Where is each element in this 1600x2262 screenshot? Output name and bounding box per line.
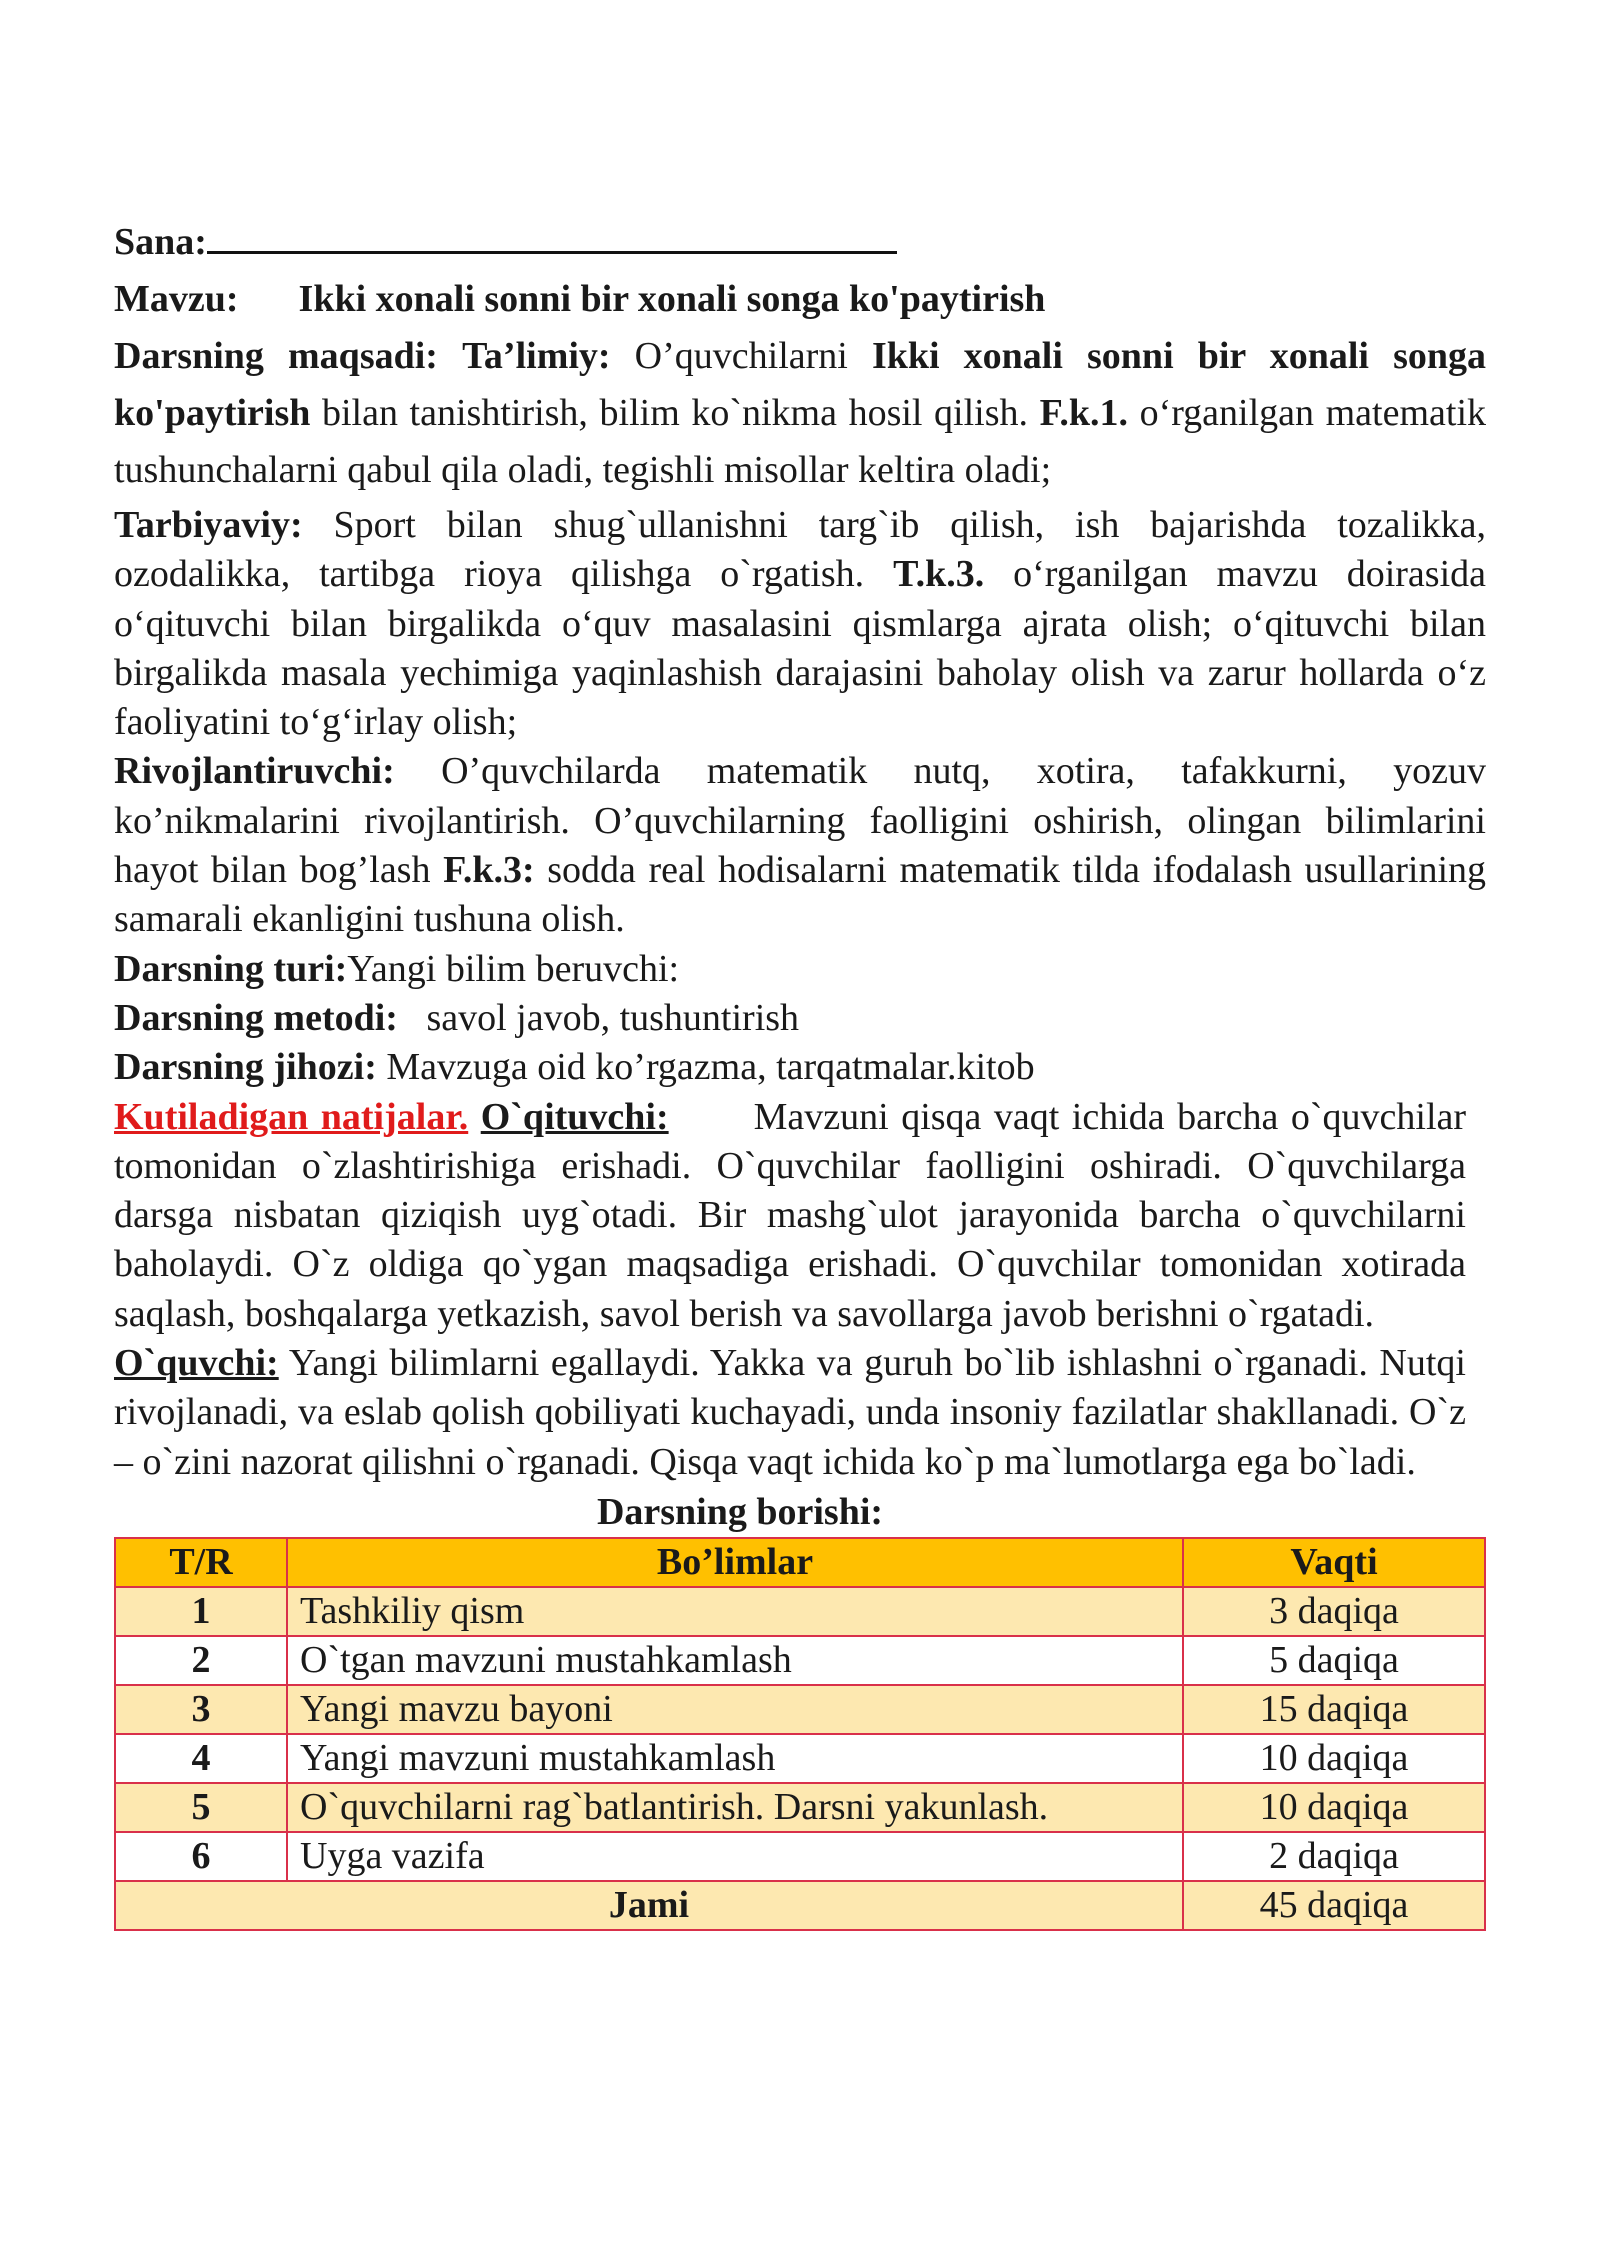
row-time: 3 daqiqa	[1183, 1587, 1485, 1636]
header-tr: T/R	[115, 1538, 287, 1587]
row-section: Yangi mavzu bayoni	[287, 1685, 1183, 1734]
sana-label: Sana:	[114, 221, 207, 263]
maqsad-text-3: o‘rganilgan matematik tushunchalarni qabul qila oladi, tegishli misollar keltira oladi;	[114, 392, 1487, 491]
oqituvchi-text: Mavzuni qisqa vaqt ichida barcha o`quvchilar tomonidan o`zlashtirishiga erishadi. O`quvchilar faolligini oshiradi. O`quvchilarga darsga nisbatan qiziqish uyg`otadi. Bir mashg`ulot jarayonida barcha o`quvchilarni baholaydi. O`z oldiga qo`ygan maqsadiga erishadi. O`quvchilar tomonidan xotirada saqlash, boshqalarga yetkazish, savol berish va savollarga javob berishni o`rgatadi.	[114, 1095, 1467, 1335]
rivojlantiruvchi-label: Rivojlantiruvchi:	[114, 750, 395, 793]
table-row	[115, 1685, 1485, 1734]
table-row	[115, 1832, 1485, 1881]
maqsad-topic-bold: Ikki xonali sonni bir xonali songa ko'paytirish	[114, 335, 1486, 434]
row-time: 5 daqiqa	[1183, 1636, 1485, 1685]
row-number: 5	[115, 1783, 287, 1832]
turi-label: Darsning turi:	[114, 947, 348, 990]
metodi-value: savol javob, tushuntirish	[426, 996, 800, 1039]
fk3-label: F.k.3:	[443, 849, 535, 892]
row-section: O`quvchilarni rag`batlantirish. Darsni yakunlash.	[287, 1783, 1183, 1832]
row-time: 10 daqiqa	[1183, 1734, 1485, 1783]
jihozi-line	[114, 1043, 1486, 1092]
row-time: 10 daqiqa	[1183, 1783, 1485, 1832]
row-section: Uyga vazifa	[287, 1832, 1183, 1881]
table-row	[115, 1783, 1485, 1832]
metodi-line	[114, 994, 1486, 1043]
total-value: 45 daqiqa	[1183, 1881, 1485, 1930]
table-title: Darsning borishi:	[596, 1490, 884, 1533]
row-section: O`tgan mavzuni mustahkamlash	[287, 1636, 1183, 1685]
row-number: 6	[115, 1832, 287, 1881]
tarbiyaviy-text-2: o‘rganilgan mavzu doirasida o‘qituvchi bilan birgalikda o‘quv masalasini qismlarga ajrata olish; o‘qituvchi bilan birgalikda masala yechimiga yaqinlashish darajasini baholay olish va zarur hollarda o‘z faoliyatini to‘g‘irlay olish;	[114, 553, 1487, 744]
date-line	[114, 214, 1486, 271]
header-bolimlar: Bo’limlar	[287, 1538, 1183, 1587]
turi-value: Yangi bilim beruvchi:	[347, 947, 680, 990]
table-row	[115, 1734, 1485, 1783]
fk1-label: F.k.1.	[1039, 392, 1128, 434]
rivojlantiruvchi-text-2: sodda real hodisalarni matematik tilda ifodalash usullarining samarali ekanligini tushuna olish.	[114, 849, 1487, 941]
tarbiyaviy-paragraph	[114, 501, 1486, 747]
row-time: 15 daqiqa	[1183, 1685, 1485, 1734]
maqsad-text-2: bilan tanishtirish, bilim ko`nikma hosil qilish.	[321, 392, 1029, 434]
table-row	[115, 1636, 1485, 1685]
oquvchi-paragraph	[114, 1339, 1466, 1487]
turi-line	[114, 945, 1486, 994]
row-number: 2	[115, 1636, 287, 1685]
talimiy-label: Ta’limiy:	[462, 335, 611, 377]
date-blank	[207, 221, 897, 254]
natijalar-label: Kutiladigan natijalar.	[114, 1095, 469, 1138]
maqsad-label: Darsning maqsadi:	[114, 335, 438, 377]
tarbiyaviy-text-1: Sport bilan shug`ullanishni targ`ib qilish, ish bajarishda tozalikka, ozodalikka, tartibga rioya qilishga o`rgatish.	[114, 504, 1486, 596]
natijalar-paragraph	[114, 1093, 1466, 1339]
oqituvchi-label: O`qituvchi:	[480, 1095, 669, 1138]
metodi-label: Darsning metodi:	[114, 996, 398, 1039]
maqsad-text-1: O’quvchilarni	[634, 335, 848, 377]
row-number: 1	[115, 1587, 287, 1636]
tarbiyaviy-label: Tarbiyaviy:	[114, 504, 303, 546]
table-row	[115, 1587, 1485, 1636]
table-total-row	[115, 1881, 1485, 1930]
total-label: Jami	[115, 1881, 1183, 1930]
row-section: Tashkiliy qism	[287, 1587, 1183, 1636]
rivojlantiruvchi-text-1: O’quvchilarda matematik nutq, xotira, tafakkurni, yozuv ko’nikmalarini rivojlantirish. O’quvchilarning faolligini oshirish, olingan bilimlarini hayot bilan bog’lash	[114, 750, 1486, 892]
mavzu-label: Mavzu:	[114, 278, 239, 320]
rivojlantiruvchi-paragraph	[114, 747, 1486, 944]
document-page	[114, 214, 1486, 1931]
header-vaqti: Vaqti	[1183, 1538, 1485, 1587]
tk3-label: T.k.3.	[893, 553, 985, 596]
lesson-plan-table	[114, 1537, 1486, 1931]
oquvchi-text: Yangi bilimlarni egallaydi. Yakka va guruh bo`lib ishlashni o`rganadi. Nutqi rivojlanadi, va eslab qolish qobiliyati kuchayadi, unda insoniy fazilatlar shakllanadi. O`z – o`zini nazorat qilishni o`rganadi. Qisqa vaqt ichida ko`p ma`lumotlarga ega bo`ladi.	[114, 1342, 1466, 1483]
row-number: 4	[115, 1734, 287, 1783]
jihozi-value: Mavzuga oid ko’rgazma, tarqatmalar.kitob	[386, 1046, 1035, 1089]
row-section: Yangi mavzuni mustahkamlash	[287, 1734, 1183, 1783]
row-time: 2 daqiqa	[1183, 1832, 1485, 1881]
mavzu-value: Ikki xonali sonni bir xonali songa ko'paytirish	[298, 278, 1046, 320]
maqsad-paragraph	[114, 328, 1486, 499]
oquvchi-label: O`quvchi:	[114, 1342, 279, 1385]
jihozi-label: Darsning jihozi:	[114, 1046, 377, 1089]
topic-line	[114, 271, 1486, 328]
row-number: 3	[115, 1685, 287, 1734]
